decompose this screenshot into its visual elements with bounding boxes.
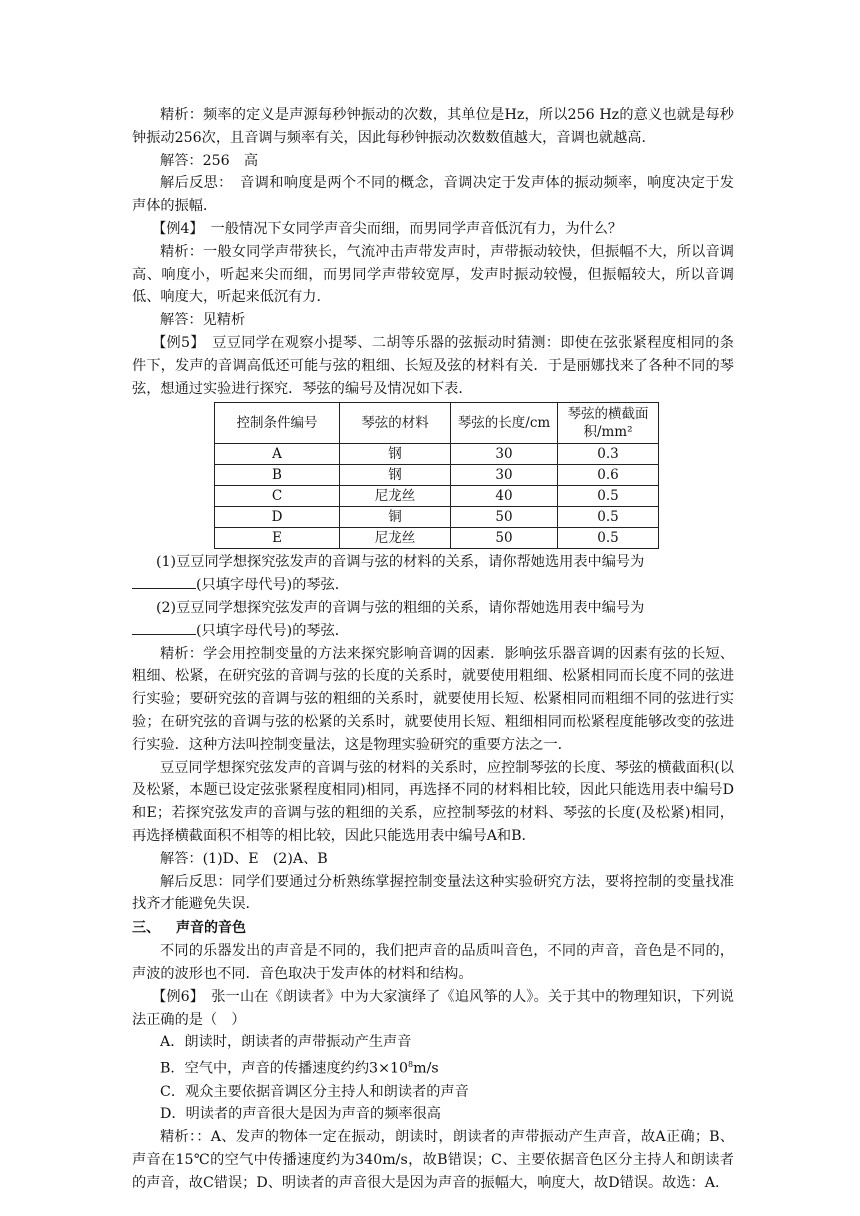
table-cell: 钢	[340, 465, 451, 486]
table-row	[215, 465, 659, 486]
table-header-cell: 琴弦的长度/cm	[451, 403, 558, 444]
table-cell: 30	[451, 465, 558, 486]
sub-question-2-text: (2)豆豆同学想探究弦发声的音调与弦的粗细的关系，请你帮她选用表中编号为	[156, 599, 645, 616]
example-5-question: 【例5】 豆豆同学在观察小提琴、二胡等乐器的弦振动时猜测：即使在弦张紧程度相同的条件下，发声的音调高低还可能与弦的粗细、长短及弦的材料有关．于是丽娜找来了各种不同的琴弦，想通过实验进行探究．琴弦的编号及情况如下表．	[132, 334, 734, 397]
table-cell: 0.3	[558, 444, 659, 465]
table-cell: C	[215, 486, 340, 507]
analysis-paragraph: 豆豆同学想探究弦发声的音调与弦的材料的关系时，应控制琴弦的长度、琴弦的横截面积(以及松紧，本题已设定弦张紧程度相同)相同，再选择不同的材料相比较，因此只能选用表中编号D和E；若探究弦发声的音调与弦的粗细的关系，应控制琴弦的材料、琴弦的长度(及松紧)相同，再选择横截面积不相等的相比较，因此只能选用表中编号A和B．	[132, 759, 734, 844]
option-b-unit: m/s	[413, 1060, 439, 1077]
example-6-question: 【例6】 张一山在《朗读者》中为大家演绎了《追风筝的人》。关于其中的物理知识，下列说法正确的是（ ）	[132, 988, 734, 1028]
table-row	[215, 444, 659, 465]
table-cell: 尼龙丝	[340, 486, 451, 507]
section-title: 声音的音色	[176, 920, 246, 937]
document-body	[132, 104, 734, 1195]
example-4-question: 【例4】 一般情况下女同学声音尖而细，而男同学声音低沉有力，为什么？	[152, 220, 623, 237]
answer-paragraph: 解答：(1)D、E (2)A、B	[160, 850, 328, 867]
section-heading	[132, 916, 734, 940]
table-cell: 铜	[340, 507, 451, 528]
table-cell: 钢	[340, 444, 451, 465]
table-header-cell: 琴弦的横截面积/mm²	[558, 403, 659, 444]
answer-blank	[132, 574, 196, 589]
table-cell: B	[215, 465, 340, 486]
option-b-exponent: 8	[408, 1060, 414, 1070]
table-row	[215, 528, 659, 549]
section-number: 三、	[132, 920, 160, 937]
sub-question-2-suffix: (只填字母代号)的琴弦．	[196, 622, 349, 639]
sub-question-1-text: (1)豆豆同学想探究弦发声的音调与弦的材料的关系，请你帮她选用表中编号为	[156, 554, 645, 571]
sub-question-1-suffix: (只填字母代号)的琴弦．	[196, 577, 349, 594]
string-table	[214, 402, 659, 549]
table-cell: 尼龙丝	[340, 528, 451, 549]
table-cell: 50	[451, 507, 558, 528]
table-cell: 0.5	[558, 486, 659, 507]
option-b-text: B．空气中，声音的传播速度约约3×10	[160, 1060, 409, 1077]
option-b	[132, 1054, 734, 1081]
option-c: C．观众主要依据音调区分主持人和朗读者的声音	[160, 1083, 469, 1100]
body-paragraph: 不同的乐器发出的声音是不同的，我们把声音的品质叫音色，不同的声音，音色是不同的，声波的波形也不同．音色取决于发声体的材料和结构。	[132, 943, 734, 982]
table-cell: 0.5	[558, 528, 659, 549]
table-cell: 0.5	[558, 507, 659, 528]
table-cell: 40	[451, 486, 558, 507]
table-row	[215, 507, 659, 528]
analysis-paragraph: 精析：频率的定义是声源每秒钟振动的次数，其单位是Hz，所以256 Hz的意义也就是每秒钟振动256次，且音调与频率有关，因此每秒钟振动次数数值越大，音调也就越高．	[132, 107, 734, 146]
table-header-cell: 控制条件编号	[215, 403, 340, 444]
sub-question-1	[132, 551, 734, 597]
answer-paragraph: 解答：见精析	[160, 312, 246, 329]
answer-paragraph: 解答：256 高	[160, 152, 259, 169]
table-cell: 0.6	[558, 465, 659, 486]
sub-question-2	[132, 597, 734, 643]
option-a: A．朗读时，朗读者的声带振动产生声音	[160, 1034, 412, 1051]
table-header-row	[215, 403, 659, 444]
table-cell: A	[215, 444, 340, 465]
answer-blank	[132, 620, 196, 635]
table-cell: 30	[451, 444, 558, 465]
table-row	[215, 486, 659, 507]
analysis-paragraph: 精析：学会用控制变量的方法来探究影响音调的因素．影响弦乐器音调的因素有弦的长短、粗细、松紧，在研究弦的音调与弦的长度的关系时，就要使用粗细、松紧相同而长度不同的弦进行实验；要研究弦的音调与弦的粗细的关系时，就要使用长短、松紧相同而粗细不同的弦进行实验；在研究弦的音调与弦的松紧的关系时，就要使用长短、粗细相同而松紧程度能够改变的弦进行实验．这种方法叫控制变量法，这是物理实验研究的重要方法之一．	[132, 645, 734, 753]
analysis-paragraph: 精析：：A、发声的物体一定在振动，朗读时，朗读者的声带振动产生声音，故A正确；B、声音在15℃的空气中传播速度约为340m/s，故B错误；C、主要依据音色区分主持人和朗读者的声音，故C错误；D、明读者的声音很大是因为声音的振幅大，响度大，故D错误。故选：A.	[132, 1129, 734, 1191]
table-cell: 50	[451, 528, 558, 549]
table-header-cell: 琴弦的材料	[340, 403, 451, 444]
analysis-paragraph: 精析：一般女同学声带狭长，气流冲击声带发声时，声带振动较快，但振幅不大，所以音调高、响度小，听起来尖而细，而男同学声带较宽厚，发声时振动较慢，但振幅较大，所以音调低、响度大，听起来低沉有力．	[132, 243, 734, 306]
reflection-paragraph: 解后反思： 音调和响度是两个不同的概念，音调决定于发声体的振动频率，响度决定于发声体的振幅．	[132, 175, 734, 215]
reflection-paragraph: 解后反思：同学们要通过分析熟练掌握控制变量法这种实验研究方法，要将控制的变量找准找齐才能避免失误．	[132, 873, 734, 913]
table-cell: D	[215, 507, 340, 528]
table-cell: E	[215, 528, 340, 549]
option-d: D．明读者的声音很大是因为声音的频率很高	[160, 1106, 441, 1123]
